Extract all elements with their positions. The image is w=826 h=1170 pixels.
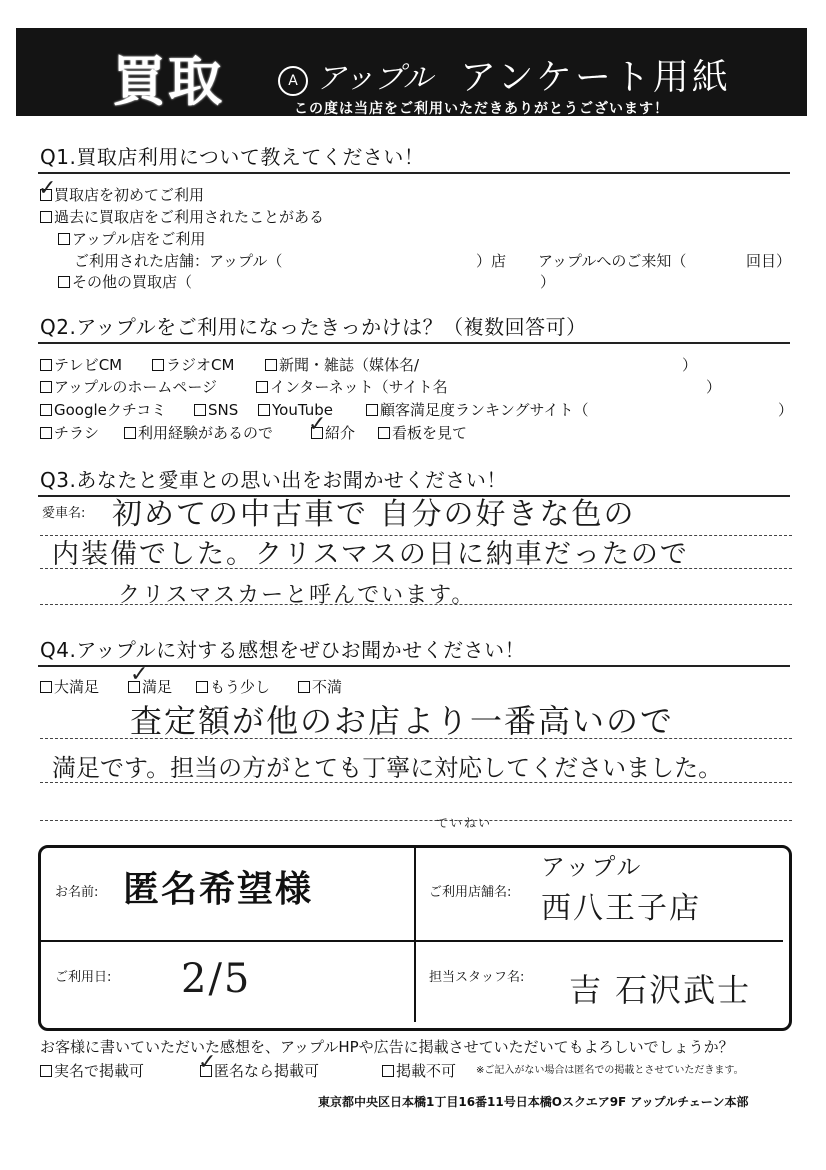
consent-option-not-allowed[interactable]: 掲載不可 — [382, 1062, 456, 1080]
q1-option-apple-used[interactable]: アップル店をご利用 — [58, 230, 205, 248]
checkbox[interactable] — [58, 233, 70, 245]
header-title-sub: アンケート用紙 — [460, 57, 731, 98]
q4-option-very-satisfied[interactable]: 大満足 — [40, 678, 99, 696]
q2-row1-close: ） — [682, 356, 698, 374]
check-mark-icon: ✓ — [38, 176, 57, 201]
q2-option-internet[interactable]: インターネット（サイト名 — [256, 378, 448, 396]
checkbox[interactable] — [40, 427, 52, 439]
checkbox[interactable] — [378, 427, 390, 439]
store-value-line-2: 西八王子店 — [541, 891, 701, 926]
q4-heading: Q4.アップルに対する感想をぜひお聞かせください！ — [40, 638, 526, 662]
checkbox[interactable] — [382, 1065, 394, 1077]
checkbox[interactable] — [258, 404, 270, 416]
q2-option-ranking-site[interactable]: 顧客満足度ランキングサイト（ — [366, 401, 589, 419]
header-thanks-text: この度は当店をご利用いただきありがとうございます！ — [294, 101, 669, 117]
name-label: お名前: — [55, 885, 99, 900]
divider — [41, 940, 783, 942]
q2-option-newspaper[interactable]: 新聞・雑誌（媒体名/ — [265, 356, 419, 374]
q2-option-prior-use[interactable]: 利用経験があるので — [124, 424, 273, 442]
consent-option-real-name[interactable]: 実名で掲載可 — [40, 1062, 144, 1080]
checkbox[interactable] — [152, 359, 164, 371]
checkbox[interactable] — [298, 681, 310, 693]
q3-answer-line-3: クリスマスカーと呼んでいます。 — [118, 583, 476, 608]
checkbox[interactable] — [124, 427, 136, 439]
company-address: 東京都中央区日本橋1丁目16番11号日本橋Oスクエア9F アップルチェーン本部 — [318, 1095, 749, 1109]
brand-name: アップル — [316, 61, 433, 96]
q3-heading: Q3.あなたと愛車との思い出をお聞かせください！ — [40, 468, 507, 492]
q2-row3-close: ） — [778, 401, 794, 419]
q2-option-radio-cm[interactable]: ラジオCM — [152, 356, 234, 374]
q2-option-referral[interactable]: 紹介 — [311, 424, 355, 442]
store-value-line-1: アップル — [541, 853, 643, 881]
q4-rule — [38, 665, 790, 667]
customer-info-box — [38, 845, 792, 1031]
checkbox[interactable] — [40, 359, 52, 371]
q4-answer-annotation: ていねい — [436, 816, 493, 830]
checkbox[interactable] — [40, 1065, 52, 1077]
checkbox[interactable] — [196, 681, 208, 693]
q2-option-sns[interactable]: SNS — [194, 401, 238, 419]
q1-visits-suffix: 回目） — [746, 252, 792, 270]
checkbox[interactable] — [40, 404, 52, 416]
checkbox[interactable] — [40, 681, 52, 693]
q2-option-youtube[interactable]: YouTube — [258, 401, 333, 419]
name-value: 匿名希望様 — [123, 869, 314, 910]
q1-rule — [38, 172, 790, 174]
q2-heading: Q2.アップルをご利用になったきっかけは？（複数回答可） — [40, 315, 587, 339]
car-name-label: 愛車名: — [42, 506, 86, 521]
q2-option-flyer[interactable]: チラシ — [40, 424, 99, 442]
survey-header — [16, 28, 807, 116]
checkbox[interactable] — [58, 276, 70, 288]
checkbox[interactable] — [194, 404, 206, 416]
answer-line — [40, 535, 792, 536]
divider — [414, 848, 416, 1022]
check-mark-icon: ✓ — [198, 1050, 217, 1075]
q1-option-other-store[interactable]: その他の買取店（ — [58, 273, 192, 291]
consent-option-anonymous[interactable]: 匿名なら掲載可 — [200, 1062, 319, 1080]
q2-option-signboard[interactable]: 看板を見て — [378, 424, 467, 442]
q4-option-satisfied[interactable]: 満足 — [128, 678, 172, 696]
q3-answer-line-1: 初めての中古車で 自分の好きな色の — [112, 497, 636, 532]
checkbox[interactable] — [366, 404, 378, 416]
check-mark-icon: ✓ — [130, 662, 149, 687]
date-value: 2/5 — [181, 956, 252, 1002]
q1-heading: Q1.買取店利用について教えてください！ — [40, 145, 425, 169]
q3-answer-line-2: 内装備でした。クリスマスの日に納車だったので — [52, 539, 689, 570]
q2-rule — [38, 342, 790, 344]
q2-option-homepage[interactable]: アップルのホームページ — [40, 378, 217, 396]
q4-answer-line-2: 満足です。担当の方がとても丁寧に対応してくださいました。 — [52, 754, 723, 782]
q2-option-google-reviews[interactable]: Googleクチコミ — [40, 401, 166, 419]
consent-note: ※ご記入がない場合は匿名での掲載とさせていただきます。 — [476, 1065, 744, 1076]
checkbox[interactable] — [40, 381, 52, 393]
staff-label: 担当スタッフ名: — [429, 970, 525, 985]
q4-option-dissatisfied[interactable]: 不満 — [298, 678, 342, 696]
q4-option-a-little-more[interactable]: もう少し — [196, 678, 270, 696]
checkbox[interactable] — [256, 381, 268, 393]
check-mark-icon: ✓ — [308, 412, 327, 437]
q4-answer-line-1: 査定額が他のお店より一番高いので — [130, 702, 675, 740]
checkbox[interactable] — [265, 359, 277, 371]
store-label: ご利用店舗名: — [429, 885, 512, 900]
answer-line — [40, 820, 792, 821]
q1-store-line: ご利用された店舗：アップル（ — [74, 252, 283, 270]
q1-other-store-suffix: ） — [540, 273, 556, 291]
q1-visits-prefix: アップルへのご来知（ — [538, 252, 687, 270]
q2-option-tv-cm[interactable]: テレビCM — [40, 356, 122, 374]
header-title-main: 買取 — [112, 50, 224, 113]
apple-logo-icon: A — [278, 66, 308, 96]
checkbox[interactable] — [40, 211, 52, 223]
q1-store-line-suffix: ）店 — [476, 252, 507, 270]
q1-option-first-time[interactable]: 買取店を初めてご利用 — [40, 186, 204, 204]
q2-row2-close: ） — [706, 378, 722, 396]
staff-value: 吉 石沢武士 — [569, 971, 752, 1009]
date-label: ご利用日: — [55, 970, 112, 985]
q1-option-used-before[interactable]: 過去に買取店をご利用されたことがある — [40, 208, 324, 226]
publish-consent-question: お客様に書いていただいた感想を、アップルHPや広告に掲載させていただいてもよろしいでしょうか？ — [40, 1038, 734, 1056]
